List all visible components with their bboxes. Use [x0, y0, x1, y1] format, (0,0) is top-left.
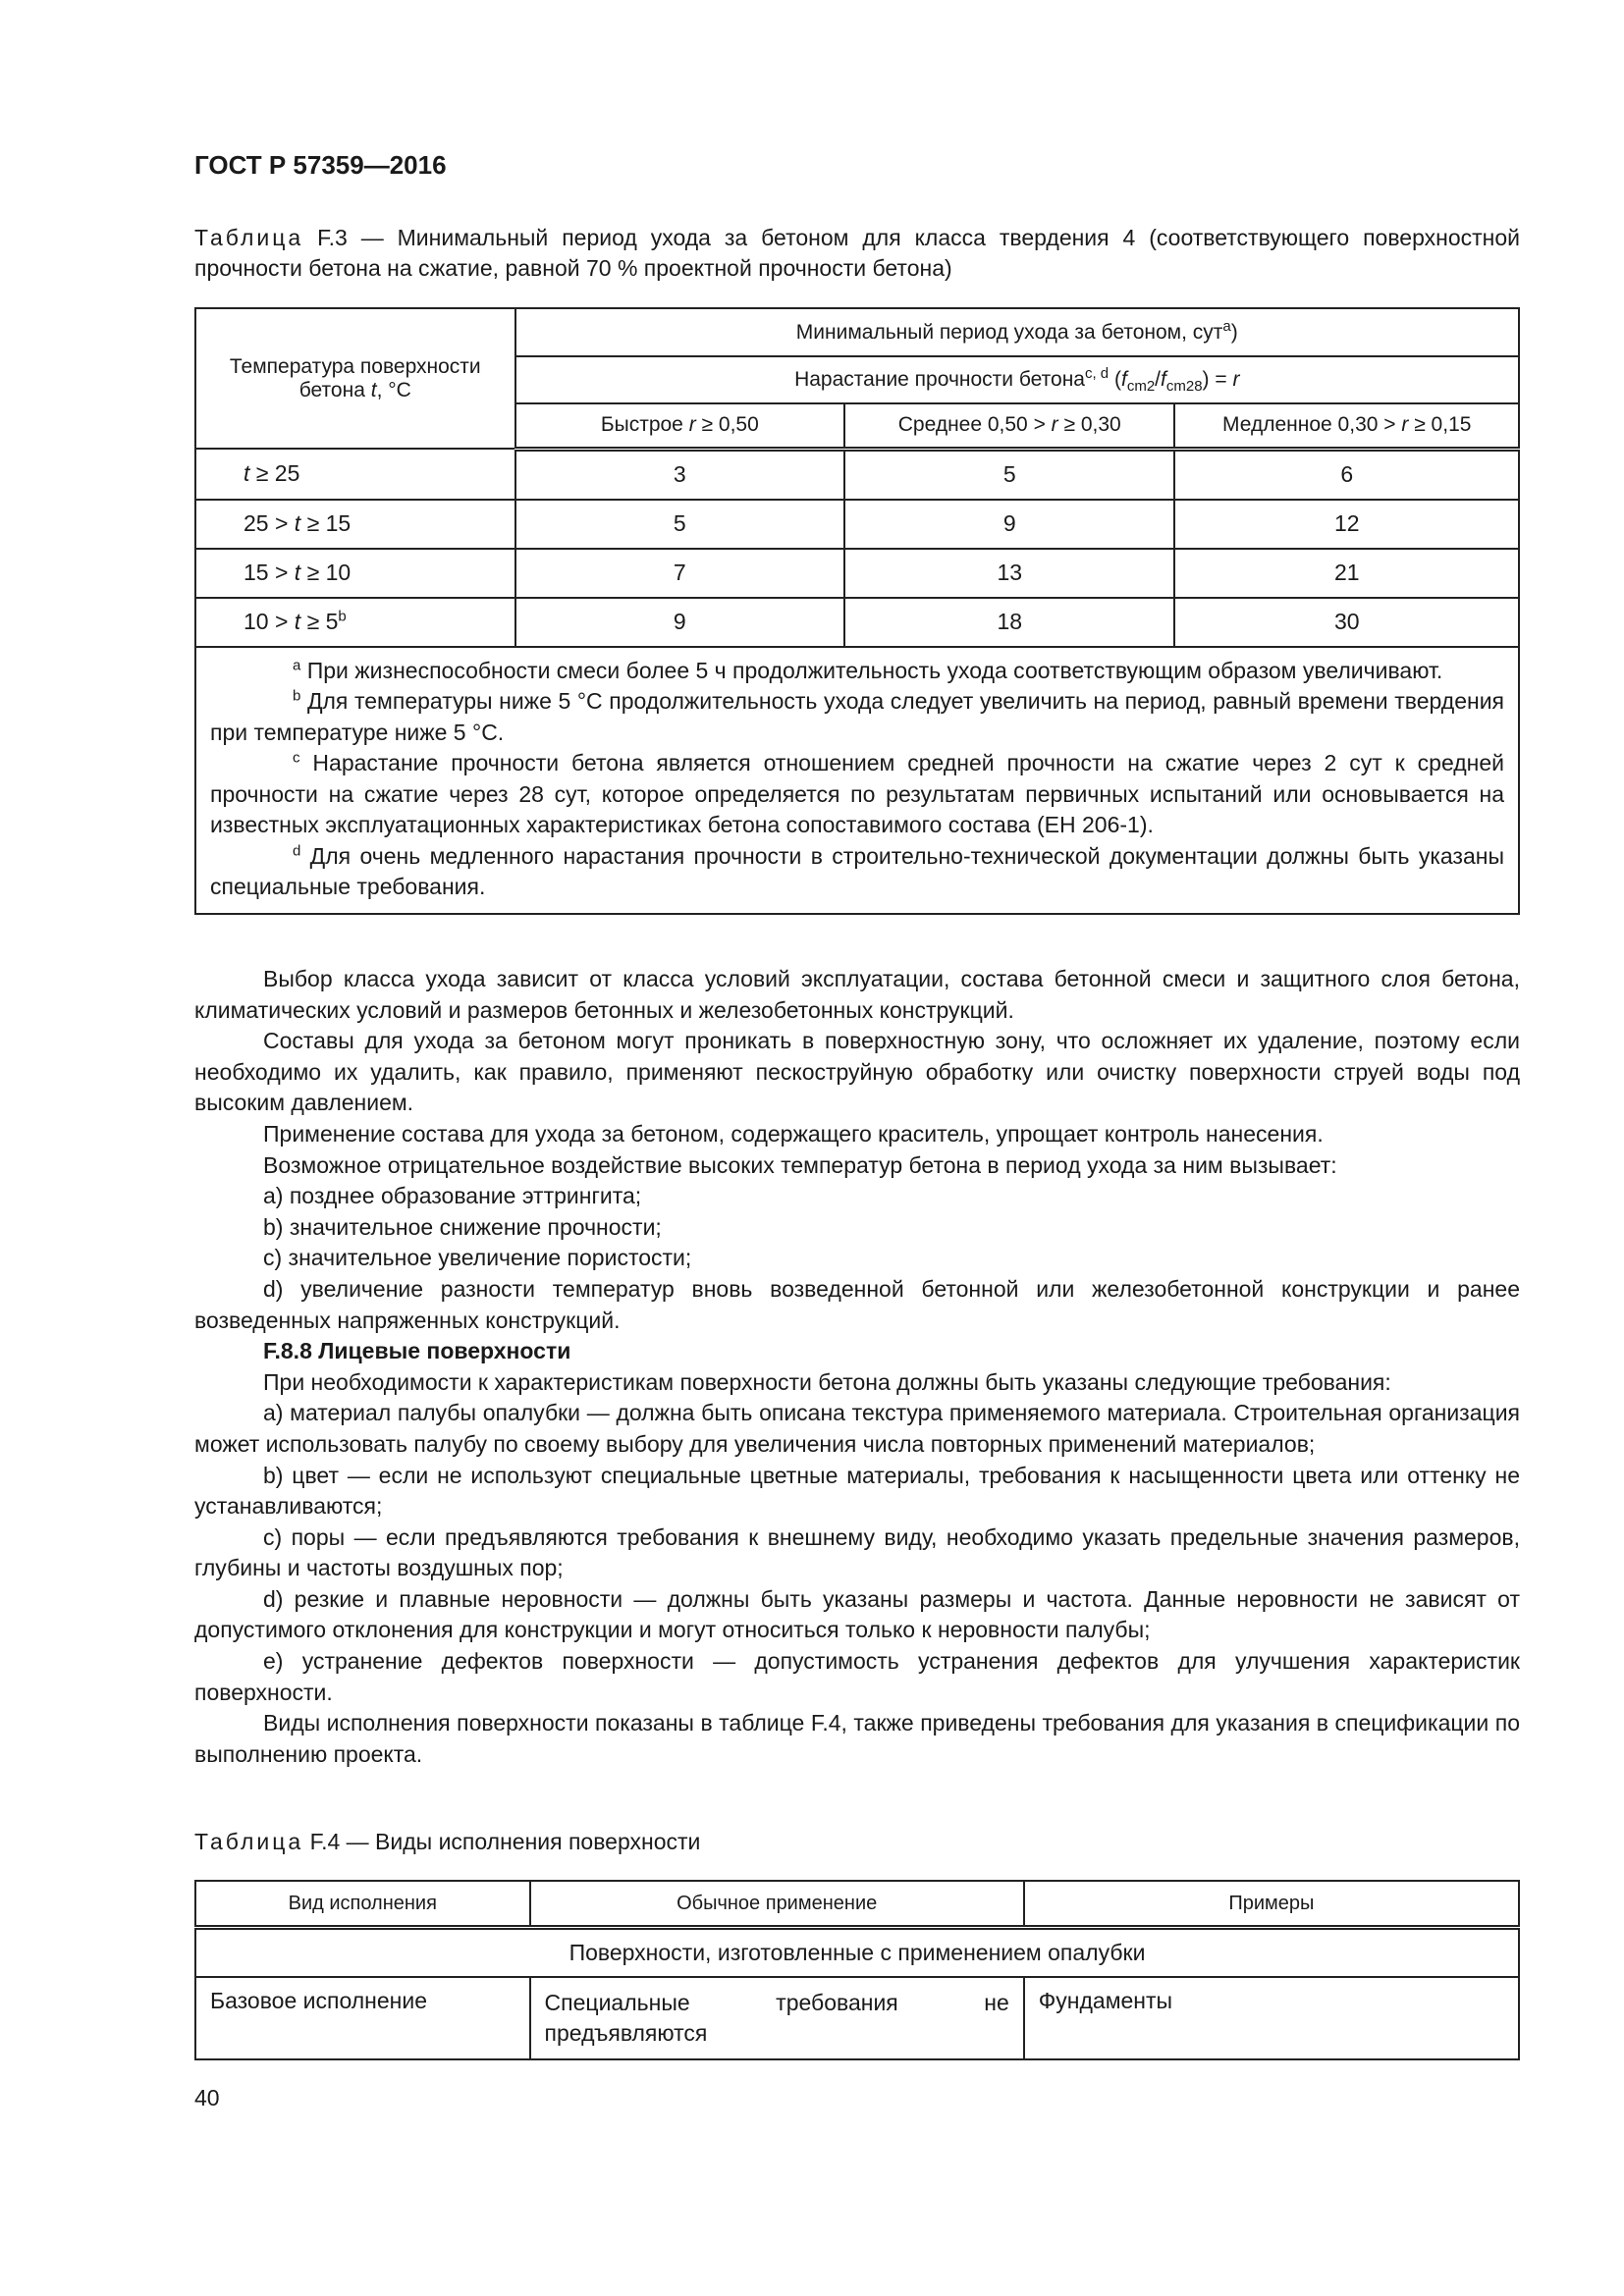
value-cell: 9: [844, 500, 1174, 549]
value-cell: 13: [844, 549, 1174, 598]
paragraph: Виды исполнения поверхности показаны в таблице F.4, также приведены требования для указания в спецификации по выполнению проекта.: [194, 1710, 1520, 1767]
paragraph: a) позднее образование эттрингита;: [263, 1183, 642, 1209]
table-row: [195, 549, 1519, 598]
temperature-cell: 15 > t ≥ 10: [195, 549, 515, 598]
value-cell: 5: [844, 449, 1174, 500]
paragraph: d) увеличение разности температур вновь возведенной бетонной или железобетонной конструкции и ранее возведенных напряженных конструкций.: [194, 1275, 1520, 1333]
footnote-c: $^c$ Нарастание прочности бетона является отношением средней прочности на сжатие через 2 сут к средней прочности на сжатие через 28 сут, которое определяется по результатам первичных испытаний или основывается на известных эксплуатационных характеристиках бетона сопоставимого состава (ЕН 206-1).: [210, 749, 1504, 837]
header-temperature: Температура поверхности бетона t, °C: [195, 308, 515, 449]
paragraph: b) значительное снижение прочности;: [263, 1213, 662, 1240]
page-number: 40: [194, 2085, 220, 2110]
paragraph: Возможное отрицательное воздействие высоких температур бетона в период ухода за ним вызывает:: [263, 1151, 1337, 1178]
table-f4: [194, 1880, 1520, 2060]
section-heading: F.8.8 Лицевые поверхности: [263, 1338, 571, 1364]
paragraph: При необходимости к характеристикам поверхности бетона должны быть указаны следующие требования:: [263, 1368, 1391, 1395]
temperature-cell: t ≥ 25: [195, 449, 515, 500]
table-footnotes: [195, 647, 1519, 914]
paragraph: Выбор класса ухода зависит от класса условий эксплуатации, состава бетонной смеси и защитного слоя бетона, климатических условий и размеров бетонных и железобетонных конструкций.: [194, 966, 1520, 1023]
subheader-2: Медленное 0,30 > r ≥ 0,15: [1174, 403, 1519, 449]
temperature-cell: $10 > t \ge 5^b$: [195, 598, 515, 647]
header-min-period: Минимальный период ухода за бетоном, сут$^a$): [515, 308, 1519, 356]
table-f4-caption: Таблица F.4 — Виды исполнения поверхности: [194, 1829, 701, 1854]
subheader-0: Быстрое r ≥ 0,50: [515, 403, 844, 449]
value-cell: 30: [1174, 598, 1519, 647]
table-f3-caption: [194, 223, 1520, 284]
table-row: [195, 449, 1519, 500]
header-strength-growth: Нарастание прочности бетона$^{c, d}$ $(f_{cm2}/f_{cm28}) = r$: [515, 356, 1519, 403]
paragraph: b) цвет — если не используют специальные цветные материалы, требования к насыщенности цвета или оттенку не устанавливаются;: [194, 1462, 1520, 1520]
paragraph: Составы для ухода за бетоном могут проникать в поверхностную зону, что осложняет их удаление, поэтому если необходимо их удалить, как правило, применяют пескоструйную обработку или очистку поверхности струей воды под высоким давлением.: [194, 1028, 1520, 1116]
table-row: [195, 500, 1519, 549]
temperature-cell: 25 > t ≥ 15: [195, 500, 515, 549]
footnote-d: $^d$ Для очень медленного нарастания прочности в строительно-технической документации должны быть указаны специальные требования.: [210, 841, 1504, 899]
cell: Базовое исполнение: [195, 1977, 530, 2059]
section-row: Поверхности, изготовленные с применением опалубки: [195, 1928, 1519, 1977]
value-cell: 21: [1174, 549, 1519, 598]
body-text: [194, 964, 1520, 1770]
value-cell: 5: [515, 500, 844, 549]
value-cell: 18: [844, 598, 1174, 647]
value-cell: 9: [515, 598, 844, 647]
footnote-b: $^b$ Для температуры ниже 5 °С продолжительность ухода следует увеличить на период, равный времени твердения при температуре ниже 5 °С.: [210, 687, 1504, 745]
value-cell: 6: [1174, 449, 1519, 500]
caption-label: Таблица: [194, 225, 304, 250]
header-examples: Примеры: [1024, 1881, 1519, 1928]
footnote-a: $^a$ При жизнеспособности смеси более 5 ч продолжительность ухода соответствующим образом увеличивают.: [293, 656, 1443, 683]
paragraph: c) значительное увеличение пористости;: [263, 1245, 692, 1271]
value-cell: 7: [515, 549, 844, 598]
table-f3: [194, 307, 1520, 915]
document-header: ГОСТ Р 57359—2016: [194, 150, 447, 180]
paragraph: Применение состава для ухода за бетоном, содержащего краситель, упрощает контроль нанесения.: [263, 1120, 1324, 1147]
cell: Фундаменты: [1024, 1977, 1519, 2059]
value-cell: 12: [1174, 500, 1519, 549]
cell: Специальные требования не предъявляются: [530, 1977, 1024, 2059]
paragraph: e) устранение дефектов поверхности — допустимость устранения дефектов для улучшения характеристик поверхности.: [194, 1648, 1520, 1705]
table-row: [195, 598, 1519, 647]
header-type: Вид исполнения: [195, 1881, 530, 1928]
paragraph: а) материал палубы опалубки — должна быть описана текстура применяемого материала. Строительная организация может использовать палубу по своему выбору для увеличения числа повторных применений материалов;: [194, 1400, 1520, 1457]
value-cell: 3: [515, 449, 844, 500]
header-usage: Обычное применение: [530, 1881, 1024, 1928]
table-row: [195, 1977, 1519, 2059]
paragraph: c) поры — если предъявляются требования к внешнему виду, необходимо указать предельные значения размеров, глубины и частоты воздушных пор;: [194, 1523, 1520, 1581]
paragraph: d) резкие и плавные неровности — должны быть указаны размеры и частота. Данные неровности не зависят от допустимого отклонения для конструкции и могут относиться только к неровности палубы;: [194, 1585, 1520, 1643]
subheader-1: Среднее 0,50 > r ≥ 0,30: [844, 403, 1174, 449]
caption-text: F.3 — Минимальный период ухода за бетоном для класса твердения 4 (соответствующего поверхностной прочности бетона на сжатие, равной 70 % проектной прочности бетона): [194, 225, 1520, 281]
